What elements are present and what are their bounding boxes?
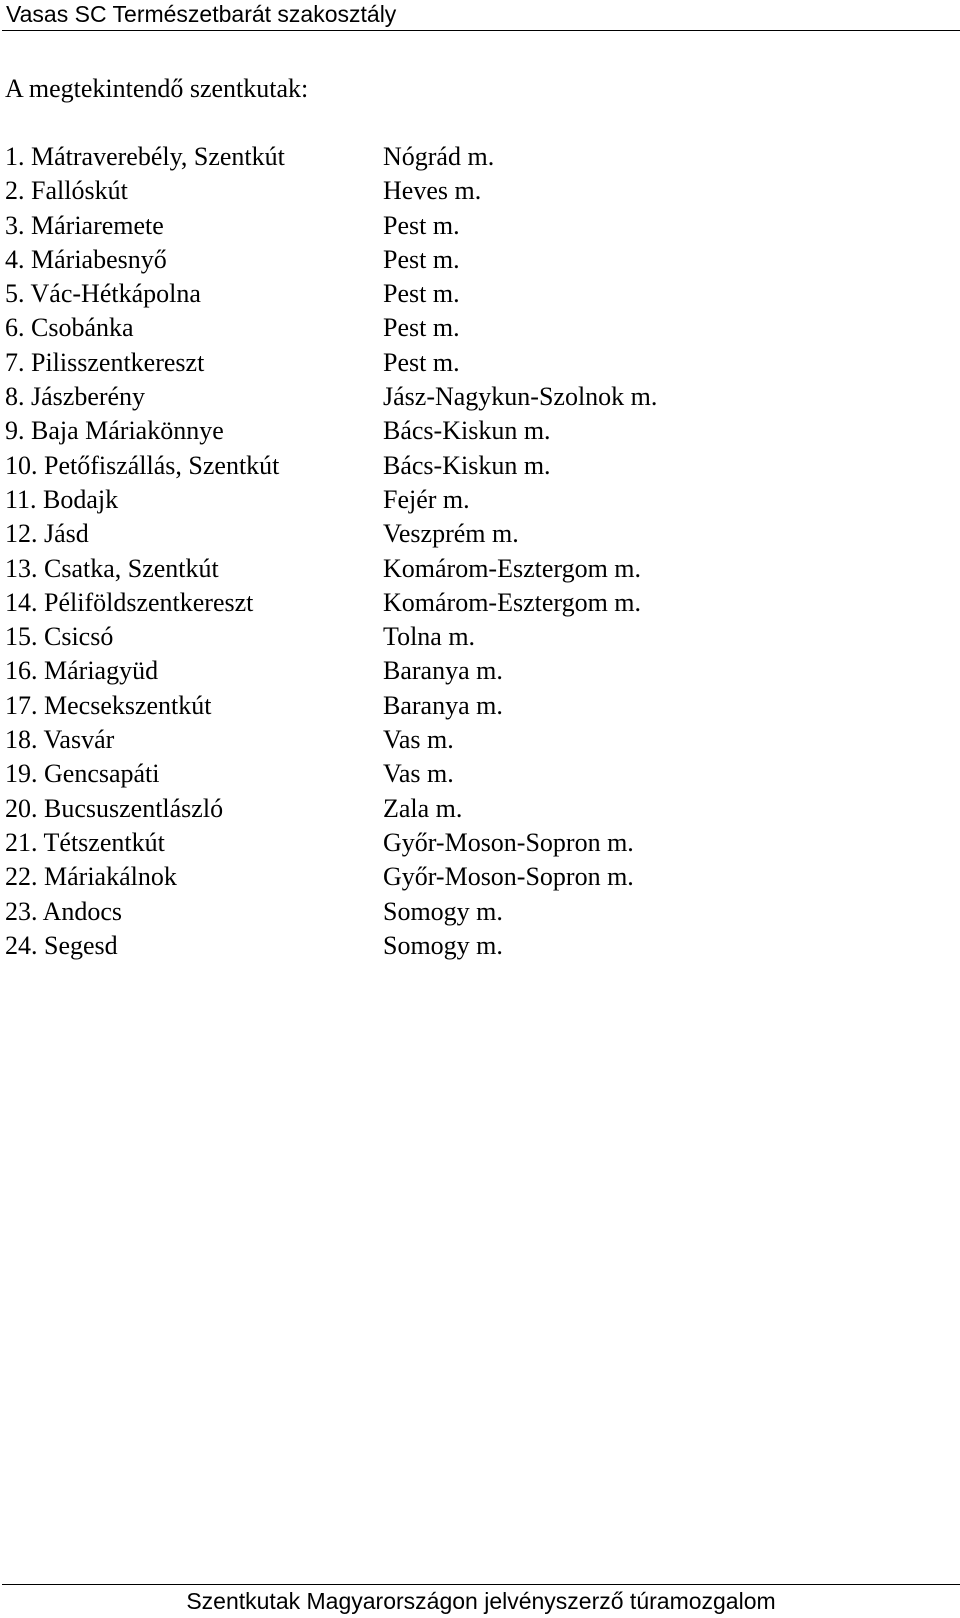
site-row <box>5 552 945 586</box>
site-name: 23. Andocs <box>5 896 122 926</box>
site-row <box>5 689 945 723</box>
site-name: 15. Csicsó <box>5 622 114 652</box>
site-row <box>5 654 945 688</box>
site-county: Tolna m. <box>383 622 476 652</box>
site-name: 7. Pilisszentkereszt <box>5 347 205 377</box>
site-row <box>5 792 945 826</box>
site-name: 3. Máriaremete <box>5 210 164 240</box>
site-name: 22. Máriakálnok <box>5 862 177 892</box>
site-row <box>5 380 945 414</box>
site-row <box>5 929 945 963</box>
site-name: 14. Péliföldszentkereszt <box>5 587 254 617</box>
site-name: 19. Gencsapáti <box>5 759 160 789</box>
site-county: Pest m. <box>383 210 460 240</box>
site-row <box>5 277 945 311</box>
site-county: Bács-Kiskun m. <box>383 416 551 446</box>
site-row <box>5 826 945 860</box>
site-row <box>5 620 945 654</box>
site-county: Vas m. <box>383 725 454 755</box>
site-name: 12. Jásd <box>5 519 89 549</box>
site-name: 24. Segesd <box>5 930 118 960</box>
page-header <box>2 0 960 31</box>
site-county: Zala m. <box>383 793 463 823</box>
header-title: Vasas SC Természetbarát szakosztály <box>6 1 397 27</box>
site-name: 18. Vasvár <box>5 725 115 755</box>
site-row <box>5 895 945 929</box>
site-name: 21. Tétszentkút <box>5 827 165 857</box>
site-list <box>5 140 945 963</box>
site-name: 20. Bucsuszentlászló <box>5 793 224 823</box>
site-county: Komárom-Esztergom m. <box>383 553 642 583</box>
site-row <box>5 517 945 551</box>
site-county: Fejér m. <box>383 484 470 514</box>
site-name: 4. Máriabesnyő <box>5 244 167 274</box>
site-row <box>5 757 945 791</box>
site-name: 11. Bodajk <box>5 484 119 514</box>
site-name: 2. Fallóskút <box>5 176 128 206</box>
site-county: Győr-Moson-Sopron m. <box>383 862 634 892</box>
site-name: 1. Mátraverebély, Szentkút <box>5 142 285 171</box>
site-county: Somogy m. <box>383 930 503 960</box>
site-row <box>5 449 945 483</box>
site-row <box>5 140 945 174</box>
site-row <box>5 860 945 894</box>
site-county: Komárom-Esztergom m. <box>383 587 642 617</box>
site-county: Vas m. <box>383 759 454 789</box>
site-name: 8. Jászberény <box>5 382 146 412</box>
site-row <box>5 483 945 517</box>
site-name: 10. Petőfiszállás, Szentkút <box>5 450 280 480</box>
site-county: Pest m. <box>383 347 460 377</box>
page-footer <box>2 1584 960 1618</box>
site-row <box>5 414 945 448</box>
site-name: 6. Csobánka <box>5 313 134 343</box>
site-county: Nógrád m. <box>383 142 495 171</box>
site-county: Pest m. <box>383 279 460 309</box>
site-county: Heves m. <box>383 176 482 206</box>
site-county: Jász-Nagykun-Szolnok m. <box>383 382 658 412</box>
site-county: Baranya m. <box>383 690 503 720</box>
site-name: 13. Csatka, Szentkút <box>5 553 219 583</box>
site-name: 5. Vác-Hétkápolna <box>5 279 201 309</box>
site-county: Pest m. <box>383 244 460 274</box>
document-body <box>5 72 945 963</box>
site-county: Bács-Kiskun m. <box>383 450 551 480</box>
site-county: Baranya m. <box>383 656 503 686</box>
site-county: Pest m. <box>383 313 460 343</box>
site-county: Győr-Moson-Sopron m. <box>383 827 634 857</box>
site-name: 9. Baja Máriakönnye <box>5 416 224 446</box>
site-row <box>5 723 945 757</box>
site-county: Somogy m. <box>383 896 503 926</box>
document-title: A megtekintendő szentkutak: <box>5 74 309 103</box>
site-name: 17. Mecsekszentkút <box>5 690 212 720</box>
site-row <box>5 311 945 345</box>
site-row <box>5 243 945 277</box>
site-row <box>5 209 945 243</box>
site-name: 16. Máriagyüd <box>5 656 159 686</box>
site-row <box>5 586 945 620</box>
footer-title: Szentkutak Magyarországon jelvényszerző túramozgalom <box>186 1588 776 1614</box>
site-row <box>5 346 945 380</box>
site-county: Veszprém m. <box>383 519 519 549</box>
site-row <box>5 174 945 208</box>
